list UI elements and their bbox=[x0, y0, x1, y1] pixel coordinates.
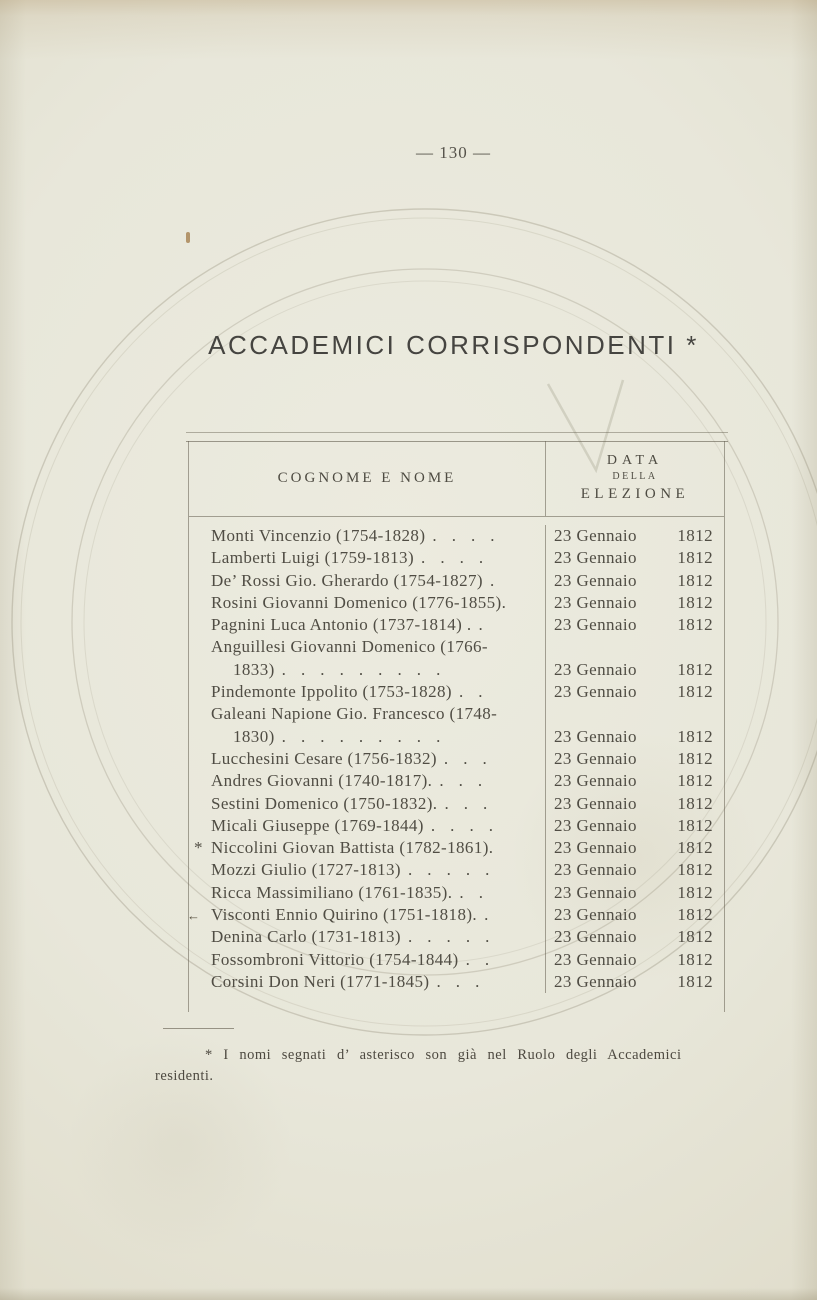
table-row bbox=[189, 815, 724, 837]
election-year: 1812 bbox=[677, 905, 713, 925]
name-cell bbox=[189, 525, 545, 547]
member-name: Corsini Don Neri (1771-1845) . . . bbox=[211, 971, 480, 991]
date-cell bbox=[545, 592, 724, 614]
header-elezione-label: ELEZIONE bbox=[580, 486, 690, 502]
date-cell bbox=[545, 926, 724, 948]
table-row bbox=[189, 926, 724, 948]
date-cell bbox=[545, 793, 724, 815]
table-row bbox=[189, 949, 724, 971]
date-cell bbox=[545, 859, 724, 881]
name-cell bbox=[189, 859, 545, 881]
dot-leader: . . . bbox=[436, 971, 480, 991]
election-date: 23 Gennaio bbox=[554, 793, 637, 813]
name-cell bbox=[189, 703, 545, 748]
table-row bbox=[189, 703, 724, 748]
table-row bbox=[189, 592, 724, 614]
election-date: 23 Gennaio bbox=[554, 748, 637, 768]
election-year: 1812 bbox=[677, 971, 713, 991]
dot-leader: . . . bbox=[443, 748, 488, 768]
member-name: Rosini Giovanni Domenico (1776-1855). bbox=[211, 592, 507, 612]
dot-leader: . . . . bbox=[432, 526, 495, 545]
name-cell bbox=[189, 592, 545, 614]
member-name-continued: 1830) . . . . . . . . . bbox=[233, 726, 441, 746]
dot-leader: . bbox=[484, 905, 489, 925]
table-row bbox=[189, 882, 724, 904]
date-cell bbox=[545, 681, 724, 703]
member-name: Galeani Napione Gio. Francesco (1748- bbox=[211, 704, 498, 724]
member-name: Pindemonte Ippolito (1753-1828) . . bbox=[211, 682, 483, 702]
election-year: 1812 bbox=[677, 771, 713, 791]
table-row bbox=[189, 837, 724, 859]
date-cell bbox=[545, 636, 724, 681]
date-cell bbox=[545, 815, 724, 837]
election-year: 1812 bbox=[677, 838, 713, 858]
ink-artifact bbox=[186, 232, 190, 243]
date-cell bbox=[545, 614, 724, 636]
name-cell bbox=[189, 837, 545, 859]
dot-leader: . . . bbox=[439, 771, 483, 791]
date-cell bbox=[545, 570, 724, 592]
dot-leader: . . . . . . . . . bbox=[281, 726, 441, 746]
election-year: 1812 bbox=[677, 726, 713, 746]
election-year: 1812 bbox=[677, 682, 713, 702]
date-cell bbox=[545, 547, 724, 569]
footnote-separator bbox=[163, 1028, 234, 1029]
members-table bbox=[188, 441, 725, 1012]
header-della-label: DELLA bbox=[612, 471, 658, 482]
table-row bbox=[189, 904, 724, 926]
dot-leader: . . . bbox=[444, 793, 488, 813]
table-row bbox=[189, 636, 724, 681]
member-name: Niccolini Giovan Battista (1782-1861). bbox=[211, 838, 494, 858]
table-top-rule bbox=[186, 432, 728, 442]
date-cell bbox=[545, 748, 724, 770]
election-year: 1812 bbox=[677, 860, 713, 880]
election-date: 23 Gennaio bbox=[554, 682, 637, 702]
date-cell bbox=[545, 837, 724, 859]
name-cell bbox=[189, 547, 545, 569]
election-year: 1812 bbox=[677, 793, 713, 813]
election-date: 23 Gennaio bbox=[554, 927, 637, 947]
election-year: 1812 bbox=[677, 526, 713, 545]
member-name: Visconti Ennio Quirino (1751-1818). . bbox=[211, 905, 489, 925]
table-row bbox=[189, 859, 724, 881]
member-name: Anguillesi Giovanni Domenico (1766- bbox=[211, 637, 488, 657]
name-cell bbox=[189, 570, 545, 592]
margin-mark: ← bbox=[187, 908, 201, 924]
page-number: — 130 — bbox=[416, 143, 491, 162]
table-row bbox=[189, 770, 724, 792]
date-cell bbox=[545, 904, 724, 926]
table-row bbox=[189, 614, 724, 636]
dot-leader: . . bbox=[465, 949, 490, 969]
election-date: 23 Gennaio bbox=[554, 838, 637, 858]
date-cell bbox=[545, 770, 724, 792]
dot-leader: . . . . bbox=[430, 815, 494, 835]
election-year: 1812 bbox=[677, 592, 713, 612]
member-name: Ricca Massimiliano (1761-1835). . . bbox=[211, 882, 484, 902]
election-date: 23 Gennaio bbox=[554, 592, 637, 612]
header-data-label: DATA bbox=[606, 453, 664, 468]
election-date: 23 Gennaio bbox=[554, 860, 637, 880]
date-cell bbox=[545, 882, 724, 904]
election-year: 1812 bbox=[677, 815, 713, 835]
member-name: Micali Giuseppe (1769-1844) . . . . bbox=[211, 815, 494, 835]
name-cell bbox=[189, 614, 545, 636]
election-year: 1812 bbox=[677, 927, 713, 947]
date-cell bbox=[545, 703, 724, 748]
name-cell bbox=[189, 793, 545, 815]
table-row bbox=[189, 547, 724, 569]
name-cell bbox=[189, 949, 545, 971]
name-cell bbox=[189, 770, 545, 792]
member-name: Lucchesini Cesare (1756-1832) . . . bbox=[211, 748, 488, 768]
table-row bbox=[189, 570, 724, 592]
election-year: 1812 bbox=[677, 748, 713, 768]
dot-leader: . . bbox=[458, 682, 483, 702]
name-cell bbox=[189, 904, 545, 926]
date-cell bbox=[545, 971, 724, 993]
member-name: De’ Rossi Gio. Gherardo (1754-1827) . bbox=[211, 570, 495, 590]
member-name: Lamberti Luigi (1759-1813) . . . . bbox=[211, 548, 484, 568]
election-year: 1812 bbox=[677, 882, 713, 902]
member-name: Sestini Domenico (1750-1832). . . . bbox=[211, 793, 488, 813]
election-year: 1812 bbox=[677, 570, 713, 590]
dot-leader: . . bbox=[459, 882, 484, 902]
name-cell bbox=[189, 636, 545, 681]
election-date: 23 Gennaio bbox=[554, 548, 637, 568]
name-cell bbox=[189, 681, 545, 703]
table-body bbox=[189, 517, 724, 993]
member-name: Mozzi Giulio (1727-1813) . . . . . bbox=[211, 860, 490, 880]
dot-leader: . . . . . bbox=[407, 927, 490, 947]
dot-leader: . . . . . bbox=[407, 860, 490, 880]
election-date: 23 Gennaio bbox=[554, 815, 637, 835]
dot-leader: . bbox=[478, 615, 484, 635]
date-cell bbox=[545, 525, 724, 547]
election-date: 23 Gennaio bbox=[554, 905, 637, 925]
name-cell bbox=[189, 815, 545, 837]
column-header-name: COGNOME E NOME bbox=[277, 470, 457, 486]
election-date: 23 Gennaio bbox=[554, 771, 637, 791]
member-name: Pagnini Luca Antonio (1737-1814) . . bbox=[211, 615, 484, 635]
table-row bbox=[189, 793, 724, 815]
election-date: 23 Gennaio bbox=[554, 949, 637, 969]
member-name: Andres Giovanni (1740-1817). . . . bbox=[211, 771, 483, 791]
dot-leader: . . . . . . . . . bbox=[281, 659, 441, 679]
election-date: 23 Gennaio bbox=[554, 882, 637, 902]
member-name: Fossombroni Vittorio (1754-1844) . . bbox=[211, 949, 490, 969]
member-name: Monti Vincenzio (1754-1828) . . . . bbox=[211, 526, 495, 545]
table-row bbox=[189, 748, 724, 770]
name-cell bbox=[189, 748, 545, 770]
footnote-line1: * I nomi segnati d’ asterisco son già nel Ruolo degli Accademici bbox=[205, 1047, 682, 1063]
election-year: 1812 bbox=[677, 615, 713, 635]
dot-leader: . bbox=[489, 570, 495, 590]
footnote-line2: residenti. bbox=[155, 1068, 214, 1084]
table-header-row bbox=[189, 441, 724, 517]
name-cell bbox=[189, 882, 545, 904]
election-date: 23 Gennaio bbox=[554, 570, 637, 590]
election-date: 23 Gennaio bbox=[554, 526, 637, 545]
margin-mark: * bbox=[194, 838, 203, 858]
election-year: 1812 bbox=[677, 949, 713, 969]
election-year: 1812 bbox=[677, 659, 713, 679]
member-name-continued: 1833) . . . . . . . . . bbox=[233, 659, 441, 679]
table-row bbox=[189, 971, 724, 993]
election-date: 23 Gennaio bbox=[554, 971, 637, 991]
footnote bbox=[155, 1045, 721, 1087]
election-date: 23 Gennaio bbox=[554, 726, 637, 746]
name-cell bbox=[189, 926, 545, 948]
table-row bbox=[189, 525, 724, 547]
name-cell bbox=[189, 971, 545, 993]
election-date: 23 Gennaio bbox=[554, 659, 637, 679]
election-date: 23 Gennaio bbox=[554, 615, 637, 635]
page-title: ACCADEMICI CORRISPONDENTI * bbox=[208, 330, 699, 360]
table-row bbox=[189, 681, 724, 703]
dot-leader: . . . . bbox=[421, 548, 484, 568]
member-name: Denina Carlo (1731-1813) . . . . . bbox=[211, 927, 490, 947]
column-header-date bbox=[545, 441, 724, 516]
date-cell bbox=[545, 949, 724, 971]
election-year: 1812 bbox=[677, 548, 713, 568]
